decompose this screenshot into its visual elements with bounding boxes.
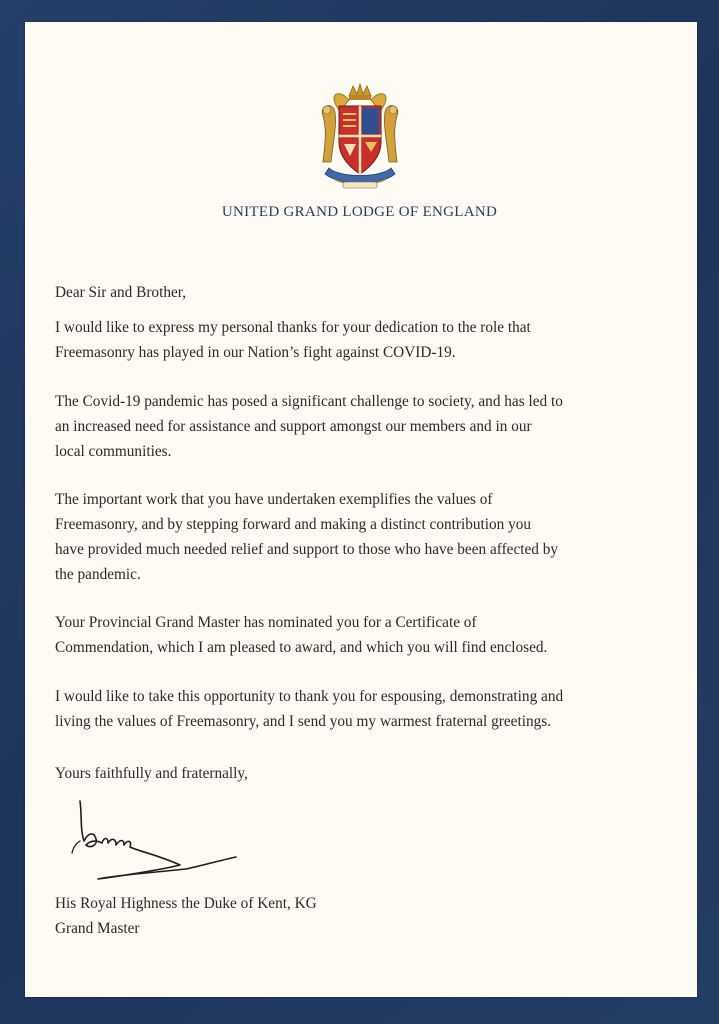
- paragraph-5: [55, 684, 680, 734]
- closing-text: Yours faithfully and fraternally,: [55, 765, 248, 782]
- paragraph-3: [55, 487, 680, 587]
- paragraph-2-line-2: an increased need for assistance and support amongst our members and in our: [55, 418, 532, 435]
- paragraph-4-line-2: Commendation, which I am pleased to award, and which you will find enclosed.: [55, 639, 548, 656]
- paragraph-5-line-2: living the values of Freemasonry, and I send you my warmest fraternal greetings.: [55, 713, 552, 730]
- signer-name: His Royal Highness the Duke of Kent, KG: [55, 895, 317, 912]
- coat-of-arms-icon: [309, 82, 411, 192]
- paragraph-3-line-1: The important work that you have undertaken exemplifies the values of: [55, 491, 493, 508]
- signer-block: [55, 891, 680, 941]
- paragraph-1-line-2: Freemasonry has played in our Nation’s fight against COVID-19.: [55, 344, 456, 361]
- paragraph-4: [55, 610, 680, 660]
- salutation: [55, 280, 680, 305]
- paragraph-2-line-3: local communities.: [55, 443, 172, 460]
- paragraph-3-line-3: have provided much needed relief and support to those who have been affected by: [55, 541, 559, 558]
- handwritten-signature: [68, 795, 248, 885]
- paragraph-4-line-1: Your Provincial Grand Master has nominated you for a Certificate of: [55, 614, 477, 631]
- closing: [55, 761, 680, 786]
- paragraph-5-line-1: I would like to take this opportunity to thank you for espousing, demonstrating and: [55, 688, 564, 705]
- paragraph-1-line-1: I would like to express my personal thanks for your dedication to the role that: [55, 319, 531, 336]
- paragraph-2-line-1: The Covid-19 pandemic has posed a significant challenge to society, and has led to: [55, 393, 563, 410]
- paragraph-3-line-4: the pandemic.: [55, 566, 141, 583]
- paragraph-3-line-2: Freemasonry, and by stepping forward and making a distinct contribution you: [55, 516, 532, 533]
- salutation-text: Dear Sir and Brother,: [55, 284, 187, 301]
- organization-heading: UNITED GRAND LODGE OF ENGLAND: [221, 204, 498, 220]
- paragraph-1: [55, 315, 680, 365]
- signer-title: Grand Master: [55, 920, 140, 937]
- paragraph-2: [55, 389, 680, 464]
